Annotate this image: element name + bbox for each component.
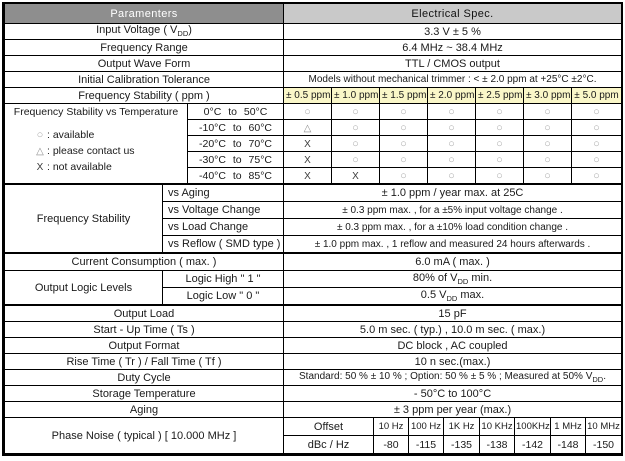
electrical-spec-header: Electrical Spec. xyxy=(284,4,622,24)
row-initial-calibration xyxy=(5,72,622,88)
availability-cell xyxy=(380,120,428,136)
param-cell: Rise Time ( Tr ) / Fall Time ( Tf ) xyxy=(5,354,284,370)
value-cell: 6.4 MHz ~ 38.4 MHz xyxy=(284,40,622,56)
output-logic-label: Output Logic Levels xyxy=(5,271,163,305)
availability-symbol: ○ xyxy=(448,169,455,182)
availability-cell xyxy=(428,104,476,120)
temp-range-cell: 0°C to 50°C xyxy=(188,104,284,120)
availability-cell xyxy=(284,136,332,152)
availability-symbol: ○ xyxy=(593,105,600,118)
row-current-consumption xyxy=(5,254,622,271)
noise-value-cell: -142 xyxy=(515,436,551,454)
not-available-icon: X xyxy=(36,162,44,173)
vdd-subscript: DD xyxy=(457,277,469,287)
output-logic-section xyxy=(4,271,622,305)
temp-range-cell: -20°C to 70°C xyxy=(188,136,284,152)
availability-symbol: ○ xyxy=(352,105,359,118)
param-cell: Current Consumption ( max. ) xyxy=(5,254,284,271)
availability-cell xyxy=(524,104,572,120)
availability-symbol: ○ xyxy=(496,121,503,134)
availability-cell xyxy=(428,120,476,136)
availability-symbol: ○ xyxy=(544,105,551,118)
row-rise-fall-time xyxy=(5,354,622,370)
param-cell: Storage Temperature xyxy=(5,386,284,402)
param-cell: Output Wave Form xyxy=(5,56,284,72)
row-startup-time xyxy=(5,322,622,338)
availability-symbol: ○ xyxy=(593,153,600,166)
availability-symbol: X xyxy=(304,138,311,150)
row-storage-temperature xyxy=(5,386,622,402)
sub-param-cell: vs Aging xyxy=(163,185,284,202)
availability-cell xyxy=(524,168,572,184)
offset-header: 10 KHz xyxy=(480,418,515,436)
frequency-stability-label: Frequency Stability xyxy=(5,185,163,253)
value-cell: ± 3 ppm per year (max.) xyxy=(284,402,622,418)
temp-range-cell: -10°C to 60°C xyxy=(188,120,284,136)
availability-symbol: ○ xyxy=(352,153,359,166)
availability-symbol: ○ xyxy=(496,169,503,182)
offset-header: 1 MHz xyxy=(551,418,586,436)
availability-symbol: X xyxy=(304,154,311,166)
value-cell: ± 1.0 ppm / year max. at 25C xyxy=(284,185,622,202)
availability-symbol: ○ xyxy=(448,153,455,166)
availability-symbol: ○ xyxy=(448,137,455,150)
param-label: Input Voltage ( V xyxy=(96,24,178,37)
sub-param-cell: vs Reflow ( SMD type ) xyxy=(163,236,284,253)
availability-cell xyxy=(476,136,524,152)
availability-symbol: ○ xyxy=(400,169,407,182)
ppm-column-header: ± 2.0 ppm xyxy=(428,88,476,104)
availability-symbol: ○ xyxy=(400,153,407,166)
availability-symbol: ○ xyxy=(496,137,503,150)
availability-symbol: ○ xyxy=(544,169,551,182)
value-cell: 5.0 m sec. ( typ.) , 10.0 m sec. ( max.) xyxy=(284,322,622,338)
param-cell: Output Format xyxy=(5,338,284,354)
availability-symbol: ○ xyxy=(593,121,600,134)
sub-param-cell: vs Voltage Change xyxy=(163,202,284,219)
temp-range-cell: -40°C to 85°C xyxy=(188,168,284,184)
ppm-column-header: ± 5.0 ppm xyxy=(572,88,622,104)
table-header-row xyxy=(5,4,622,24)
value-cell: 10 n sec.(max.) xyxy=(284,354,622,370)
row-logic-high xyxy=(5,271,622,288)
value-text: 0.5 V xyxy=(420,288,447,301)
value-text: 80% of V xyxy=(412,271,458,284)
value-cell: DC block , AC coupled xyxy=(284,338,622,354)
availability-symbol: △ xyxy=(303,122,312,134)
value-cell: ± 0.3 ppm max. , for a ±5% input voltage change . xyxy=(284,202,622,219)
availability-cell xyxy=(476,168,524,184)
param-label-end: ) xyxy=(188,24,192,37)
value-cell: ± 0.3 ppm max. , for a ±10% load condition change . xyxy=(284,219,622,236)
value-cell: 6.0 mA ( max. ) xyxy=(284,254,622,271)
noise-value-cell: -148 xyxy=(551,436,586,454)
legend-not-available xyxy=(33,159,185,175)
phase-noise-label: Phase Noise ( typical ) [ 10.000 MHz ] xyxy=(5,418,284,454)
value-text-end: min. xyxy=(468,271,493,284)
availability-symbol: ○ xyxy=(593,137,600,150)
availability-cell xyxy=(524,136,572,152)
availability-cell xyxy=(572,136,622,152)
availability-cell xyxy=(572,104,622,120)
vdd-subscript: DD xyxy=(177,29,189,39)
value-cell: ± 1.0 ppm max. , 1 reflow and measured 24 hours afterwards . xyxy=(284,236,622,253)
row-input-voltage xyxy=(5,24,622,40)
value-text: Standard: 50 % ± 10 % ; Option: 50 % ± 5 % ; Measured at 50% V xyxy=(299,371,593,382)
availability-cell xyxy=(332,136,380,152)
availability-symbol: ○ xyxy=(544,121,551,134)
ppm-column-header: ± 1.5 ppm xyxy=(380,88,428,104)
availability-symbol: ○ xyxy=(400,121,407,134)
availability-symbol: ○ xyxy=(448,121,455,134)
row-aging xyxy=(5,402,622,418)
availability-cell xyxy=(332,104,380,120)
availability-cell xyxy=(428,168,476,184)
offset-header: 10 MHz xyxy=(586,418,622,436)
availability-cell xyxy=(332,168,380,184)
availability-symbol: ○ xyxy=(400,105,407,118)
availability-symbol: X xyxy=(304,170,311,182)
ppm-column-header: ± 1.0 ppm xyxy=(332,88,380,104)
availability-cell xyxy=(572,168,622,184)
sub-param-cell: vs Load Change xyxy=(163,219,284,236)
availability-cell xyxy=(572,120,622,136)
value-cell xyxy=(284,370,622,386)
row-output-format xyxy=(5,338,622,354)
param-cell: Frequency Range xyxy=(5,40,284,56)
value-cell: Models without mechanical trimmer : < ± 2.0 ppm at +25°C ±2°C. xyxy=(284,72,622,88)
phase-noise-section xyxy=(4,418,622,454)
availability-cell xyxy=(380,136,428,152)
param-cell: Aging xyxy=(5,402,284,418)
availability-cell xyxy=(332,120,380,136)
offset-header: 10 Hz xyxy=(374,418,409,436)
value-cell: 3.3 V ± 5 % xyxy=(284,24,622,40)
legend-text: : not available xyxy=(47,161,112,173)
param-cell: Start - Up Time ( Ts ) xyxy=(5,322,284,338)
current-consumption-section xyxy=(4,253,622,271)
row-vs-aging xyxy=(5,185,622,202)
legend-text: : available xyxy=(47,129,95,141)
legend-available xyxy=(33,127,185,143)
stability-matrix-section xyxy=(4,88,622,184)
row-output-load xyxy=(5,306,622,322)
ppm-column-header: ± 3.0 ppm xyxy=(524,88,572,104)
availability-symbol: ○ xyxy=(544,153,551,166)
value-cell xyxy=(284,288,622,305)
availability-cell xyxy=(476,104,524,120)
availability-cell xyxy=(524,152,572,168)
noise-value-cell: -80 xyxy=(374,436,409,454)
ppm-column-header: ± 2.5 ppm xyxy=(476,88,524,104)
row-output-wave-form xyxy=(5,56,622,72)
offset-header: 100KHz xyxy=(515,418,551,436)
availability-cell xyxy=(284,104,332,120)
availability-cell xyxy=(476,120,524,136)
availability-symbol: ○ xyxy=(448,105,455,118)
bottom-section xyxy=(4,305,622,418)
availability-symbol: ○ xyxy=(496,153,503,166)
legend-text: : please contact us xyxy=(47,145,135,157)
sub-param-cell: Logic Low " 0 " xyxy=(163,288,284,305)
availability-cell xyxy=(524,120,572,136)
availability-cell xyxy=(380,152,428,168)
availability-cell xyxy=(284,168,332,184)
offset-label-cell: Offset xyxy=(284,418,374,436)
contact-us-icon: △ xyxy=(36,146,44,157)
availability-symbol: ○ xyxy=(304,105,311,118)
row-frequency-stability-ppm xyxy=(5,88,622,104)
availability-cell xyxy=(380,168,428,184)
frequency-stability-section xyxy=(4,184,622,253)
row-duty-cycle xyxy=(5,370,622,386)
ppm-column-header: ± 0.5 ppm xyxy=(284,88,332,104)
value-text-end: max. xyxy=(457,288,485,301)
matrix-title: Frequency Stability vs Temperature xyxy=(13,106,179,118)
availability-symbol: ○ xyxy=(352,137,359,150)
vdd-subscript: DD xyxy=(446,294,458,304)
availability-symbol: ○ xyxy=(593,169,600,182)
availability-cell xyxy=(476,152,524,168)
availability-cell xyxy=(284,120,332,136)
row-phase-noise-offsets xyxy=(5,418,622,436)
availability-symbol: X xyxy=(352,170,359,182)
availability-cell xyxy=(380,104,428,120)
value-cell: - 50°C to 100°C xyxy=(284,386,622,402)
param-cell: Duty Cycle xyxy=(5,370,284,386)
availability-cell xyxy=(428,136,476,152)
temp-range-cell: -30°C to 75°C xyxy=(188,152,284,168)
row-frequency-range xyxy=(5,40,622,56)
value-cell xyxy=(284,271,622,288)
availability-cell xyxy=(332,152,380,168)
availability-symbol: ○ xyxy=(352,121,359,134)
unit-label-cell: dBc / Hz xyxy=(284,436,374,454)
param-cell: Frequency Stability ( ppm ) xyxy=(5,88,284,104)
available-icon: ○ xyxy=(36,129,44,141)
legend-contact xyxy=(33,143,185,159)
availability-cell xyxy=(428,152,476,168)
legend xyxy=(7,118,185,175)
noise-value-cell: -138 xyxy=(480,436,515,454)
offset-header: 1K Hz xyxy=(444,418,480,436)
param-cell xyxy=(5,24,284,40)
param-cell: Output Load xyxy=(5,306,284,322)
offset-header: 100 Hz xyxy=(409,418,444,436)
noise-value-cell: -150 xyxy=(586,436,622,454)
param-cell: Initial Calibration Tolerance xyxy=(5,72,284,88)
value-cell: TTL / CMOS output xyxy=(284,56,622,72)
noise-value-cell: -135 xyxy=(444,436,480,454)
electrical-spec-table xyxy=(2,2,623,456)
noise-value-cell: -115 xyxy=(409,436,444,454)
availability-symbol: ○ xyxy=(496,105,503,118)
top-section xyxy=(4,4,622,88)
availability-symbol: ○ xyxy=(544,137,551,150)
value-text-end: . xyxy=(603,371,606,382)
parameters-header: Paramenters xyxy=(5,4,284,24)
value-cell: 15 pF xyxy=(284,306,622,322)
availability-symbol: ○ xyxy=(400,137,407,150)
vdd-subscript: DD xyxy=(592,375,604,384)
sub-param-cell: Logic High " 1 " xyxy=(163,271,284,288)
matrix-label-cell xyxy=(5,104,188,184)
availability-cell xyxy=(572,152,622,168)
matrix-row-0 xyxy=(5,104,622,120)
availability-cell xyxy=(284,152,332,168)
